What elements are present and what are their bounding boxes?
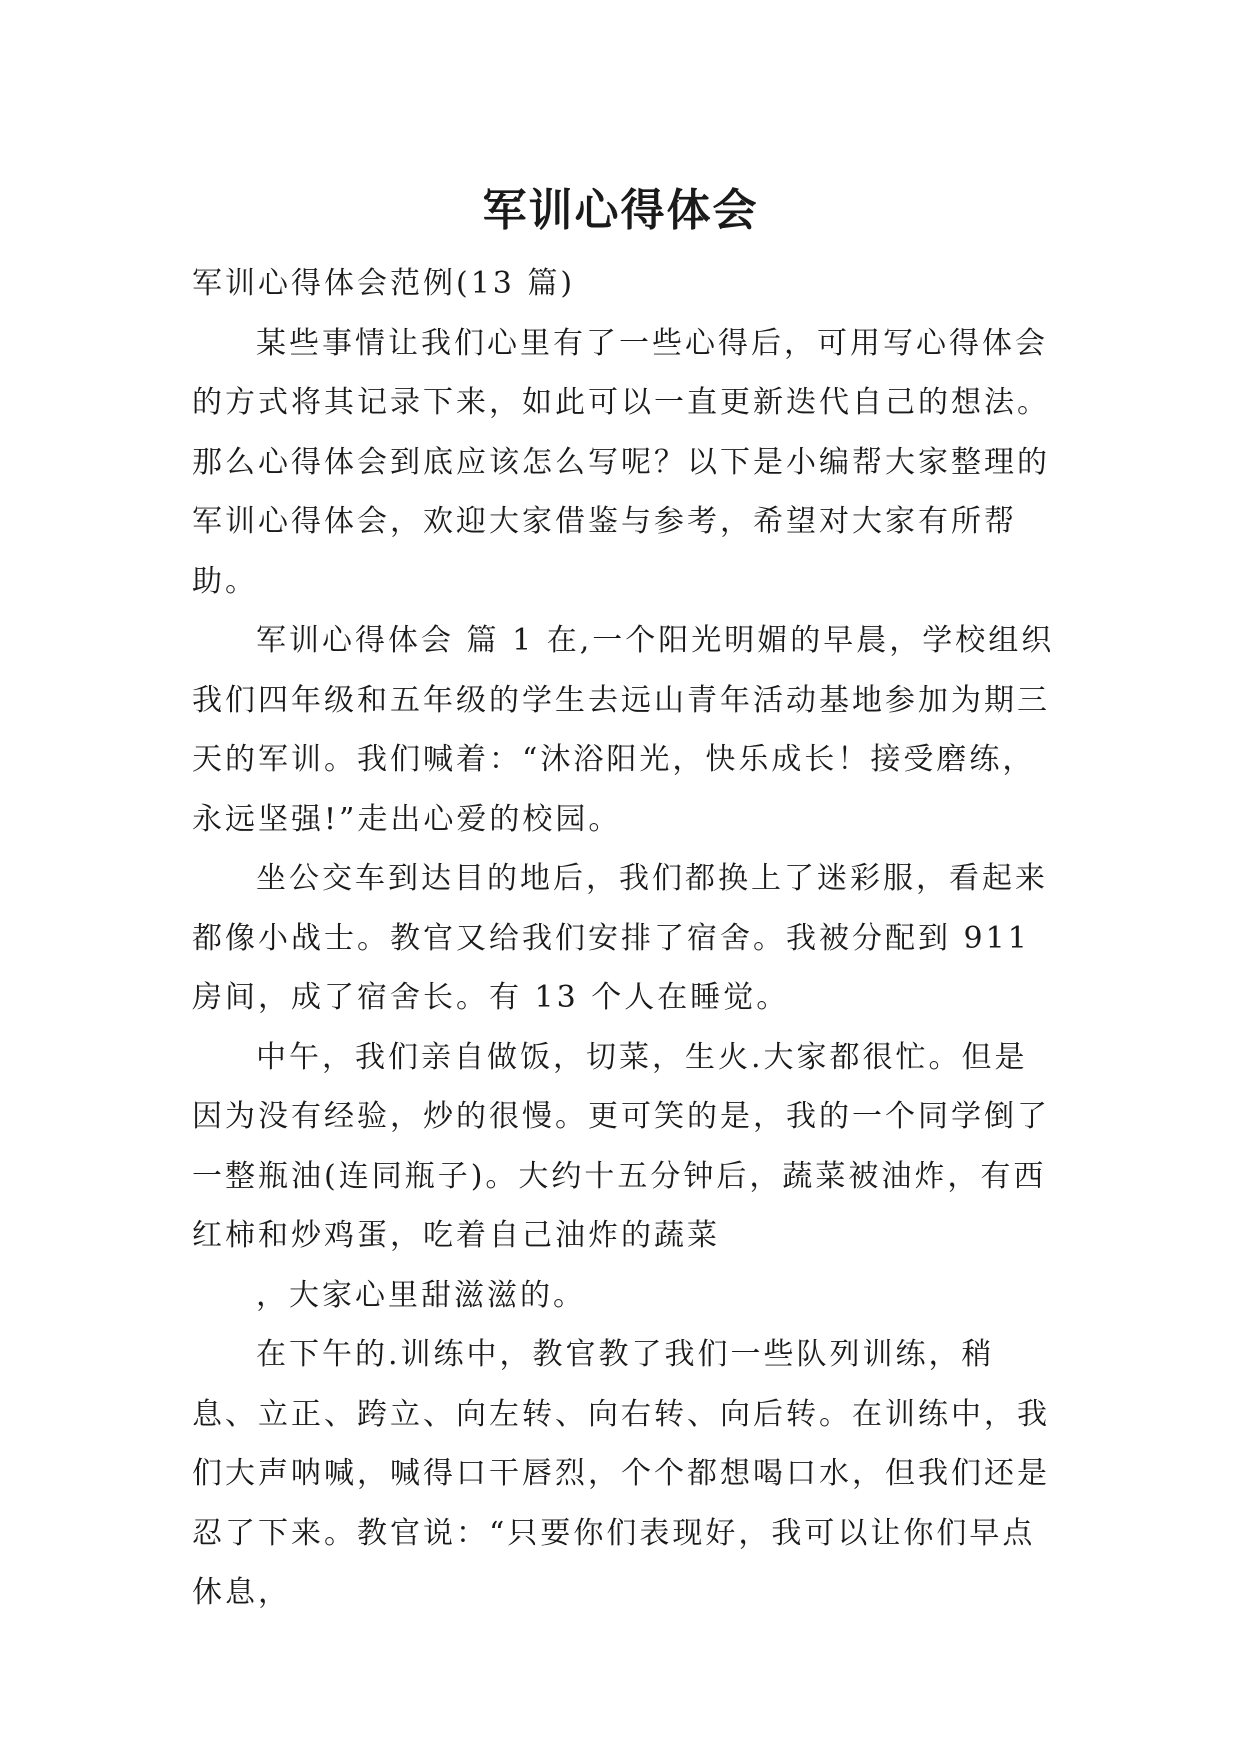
paragraph-3: 中午，我们亲自做饭，切菜，生火.大家都很忙。但是因为没有经验，炒的很慢。更可笑的是，我的一个同学倒了一整瓶油(连同瓶子)。大约十五分钟后，蔬菜被油炸，有西红柿和炒鸡蛋，吃着自己油炸的蔬菜 [192,1039,1050,1253]
paragraph-2: 坐公交车到达目的地后，我们都换上了迷彩服，看起来都像小战士。教官又给我们安排了宿舍。我被分配到 911 房间，成了宿舍长。有 13 个人在睡觉。 [192,861,1048,1015]
document-subtitle: 军训心得体会范例(13 篇) [192,266,576,301]
paragraph-1: 军训心得体会 篇 1 在,一个阳光明媚的早晨，学校组织我们四年级和五年级的学生去远山青年活动基地参加为期三天的军训。我们喊着：“沐浴阳光，快乐成长！接受磨练，永远坚强!”走出心爱的校园。 [192,623,1055,837]
paragraph-5: 在下午的.训练中，教官教了我们一些队列训练，稍息、立正、跨立、向左转、向右转、向后转。在训练中，我们大声呐喊，喊得口干唇烈，个个都想喝口水，但我们还是忍了下来。教官说：“只要你们表现好，我可以让你们早点休息， [192,1337,1050,1610]
paragraph-intro: 某些事情让我们心里有了一些心得后，可用写心得体会的方式将其记录下来，如此可以一直更新迭代自己的想法。那么心得体会到底应该怎么写呢？以下是小编帮大家整理的军训心得体会，欢迎大家借鉴与参考，希望对大家有所帮助。 [192,325,1050,599]
paragraph-4: ，大家心里甜滋滋的。 [256,1277,586,1313]
document-title: 军训心得体会 [482,185,759,237]
document-body [192,254,1058,1623]
